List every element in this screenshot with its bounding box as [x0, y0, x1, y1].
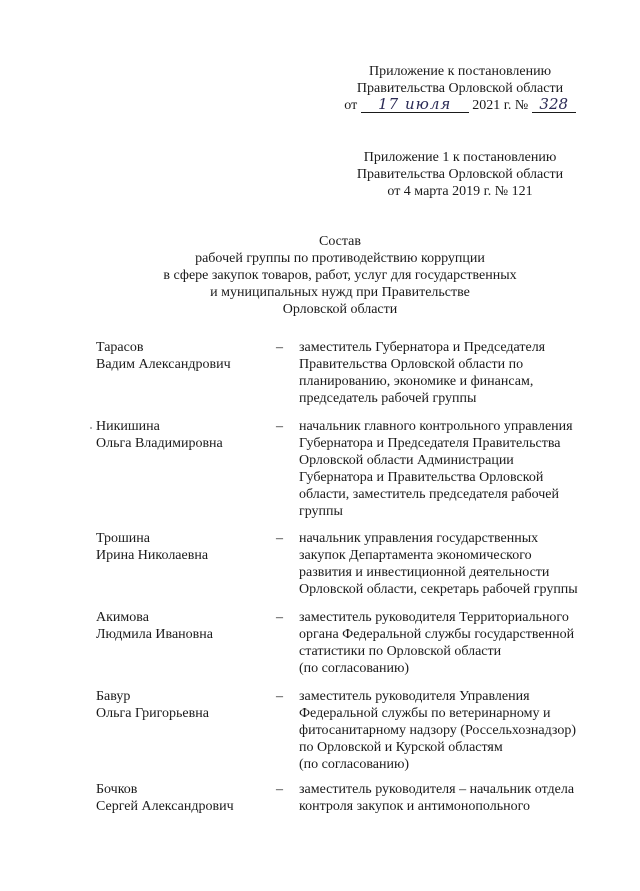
decree-date-line	[340, 97, 580, 114]
title-line: и муниципальных нужд при Правительстве	[210, 285, 470, 300]
from-label: от	[344, 98, 358, 113]
role-line: заместитель руководителя Управления	[299, 689, 530, 704]
role-line: Федеральной службы по ветеринарному и	[299, 706, 551, 721]
role-line: начальник главного контрольного управления	[299, 419, 573, 434]
role-line: Орловской области, секретарь рабочей группы	[299, 582, 578, 597]
member-given-names: Людмила Ивановна	[96, 627, 213, 642]
role-line: начальник управления государственных	[299, 531, 539, 546]
role-line: планированию, экономике и финансам,	[299, 374, 534, 389]
role-line: контроля закупок и антимонопольного	[299, 799, 530, 814]
document-title	[130, 233, 550, 318]
member-surname: Бавур	[96, 689, 131, 704]
role-line: органа Федеральной службы государственной	[299, 627, 575, 642]
member-surname: Акимова	[96, 610, 149, 625]
role-line: заместитель руководителя – начальник отдела	[299, 782, 575, 797]
member-given-names: Сергей Александрович	[96, 799, 234, 814]
member-role	[299, 339, 609, 407]
appendix-line: от 4 марта 2019 г. № 121	[387, 184, 533, 199]
role-line: области, заместитель председателя рабочей	[299, 487, 560, 502]
appendix-line: Приложение к постановлению	[368, 64, 552, 79]
member-name	[96, 339, 266, 373]
member-given-names: Ирина Николаевна	[96, 548, 209, 563]
member-name	[96, 418, 266, 452]
member-role	[299, 418, 609, 520]
role-line: закупок Департамента экономического	[299, 548, 532, 563]
role-line: Губернатора и Председателя Правительства	[299, 436, 561, 451]
appendix-original-header	[340, 149, 580, 200]
role-line: (по согласованию)	[299, 661, 410, 676]
title-line: Орловской области	[282, 302, 398, 317]
member-role	[299, 688, 609, 773]
role-line: заместитель Губернатора и Председателя	[299, 340, 546, 355]
member-given-names: Вадим Александрович	[96, 357, 231, 372]
dash-separator: –	[276, 610, 283, 625]
appendix-line: Правительства Орловской области	[356, 81, 564, 96]
member-surname: Никишина	[96, 419, 160, 434]
dash-separator: –	[276, 340, 283, 355]
member-surname: Трошина	[96, 531, 150, 546]
scan-speck	[90, 427, 92, 429]
dash-separator: –	[276, 419, 283, 434]
role-line: Орловской области Администрации	[299, 453, 514, 468]
member-given-names: Ольга Владимировна	[96, 436, 223, 451]
handwritten-number: 328	[532, 97, 576, 113]
role-line: Губернатора и Правительства Орловской	[299, 470, 544, 485]
year-number-label: 2021 г. №	[472, 98, 529, 113]
handwritten-date: 17 июля	[361, 97, 469, 113]
member-role	[299, 609, 609, 677]
member-name	[96, 688, 266, 722]
title-line: Состав	[318, 234, 361, 249]
title-line: в сфере закупок товаров, работ, услуг для государственных	[163, 268, 517, 283]
member-name	[96, 781, 266, 815]
member-given-names: Ольга Григорьевна	[96, 706, 209, 721]
role-line: фитосанитарному надзору (Россельхознадзор)	[299, 723, 577, 738]
role-line: Правительства Орловской области по	[299, 357, 524, 372]
appendix-line: Правительства Орловской области	[356, 167, 564, 182]
member-surname: Бочков	[96, 782, 138, 797]
member-role	[299, 530, 609, 598]
member-surname: Тарасов	[96, 340, 144, 355]
appendix-current-header	[340, 63, 580, 114]
role-line: (по согласованию)	[299, 757, 410, 772]
role-line: председатель рабочей группы	[299, 391, 477, 406]
role-line: по Орловской и Курской областям	[299, 740, 503, 755]
appendix-line: Приложение 1 к постановлению	[363, 150, 557, 165]
role-line: статистики по Орловской области	[299, 644, 502, 659]
dash-separator: –	[276, 531, 283, 546]
member-name	[96, 609, 266, 643]
role-line: развития и инвестиционной деятельности	[299, 565, 550, 580]
role-line: заместитель руководителя Территориального	[299, 610, 569, 625]
dash-separator: –	[276, 689, 283, 704]
dash-separator: –	[276, 782, 283, 797]
role-line: группы	[299, 504, 343, 519]
member-role	[299, 781, 609, 815]
title-line: рабочей группы по противодействию коррупции	[195, 251, 485, 266]
member-name	[96, 530, 266, 564]
